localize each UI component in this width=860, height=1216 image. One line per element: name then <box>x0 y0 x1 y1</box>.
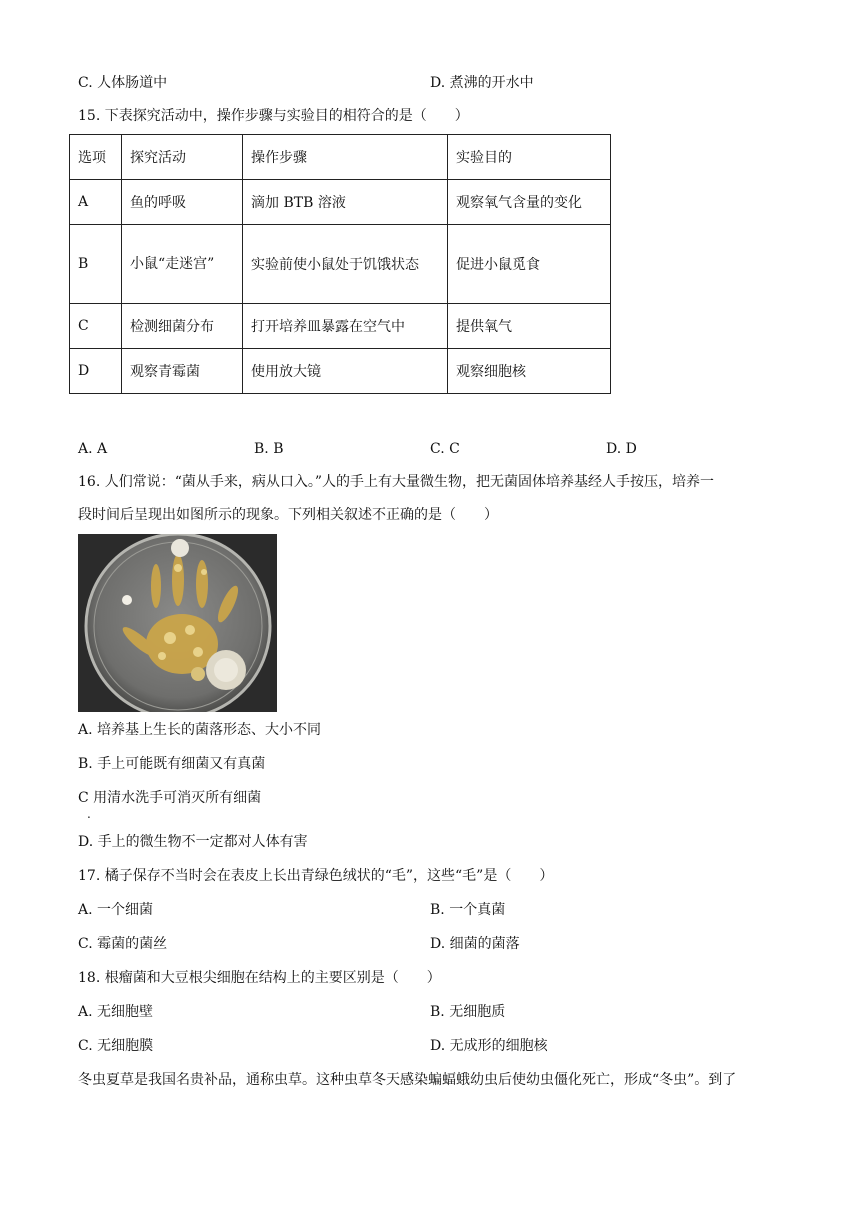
q15-option-b: B. B <box>254 441 284 457</box>
q19-stem-line1: 冬虫夏草是我国名贵补品，通称虫草。这种虫草冬天感染蝙蝠蛾幼虫后使幼虫僵化死亡，形成“冬虫”。到了 <box>78 1072 737 1088</box>
q16-stem-line2: 段时间后呈现出如图所示的现象。下列相关叙述不正确的是（ ） <box>78 507 498 523</box>
petri-dish-handprint-image <box>78 534 277 712</box>
table-cell: 小鼠“走迷宫” <box>122 225 243 304</box>
table-cell: D <box>70 349 122 394</box>
table-header-cell: 实验目的 <box>448 135 611 180</box>
table-cell: C <box>70 304 122 349</box>
table-cell: 检测细菌分布 <box>122 304 243 349</box>
table-cell: A <box>70 180 122 225</box>
table-cell: 观察细胞核 <box>448 349 611 394</box>
q14-option-c: C. 人体肠道中 <box>78 75 168 91</box>
q14-option-d: D. 煮沸的开水中 <box>430 75 534 91</box>
q16-stem-line1: 16. 人们常说：“菌从手来，病从口入。”人的手上有大量微生物，把无菌固体培养基经人手按压，培养一 <box>78 474 715 490</box>
q15-option-d: D. D <box>606 441 637 457</box>
q15-option-c: C. C <box>430 441 460 457</box>
q18-option-b: B. 无细胞质 <box>430 1004 506 1020</box>
table-cell: B <box>70 225 122 304</box>
table-row <box>70 180 611 225</box>
stray-dot: . <box>87 807 91 821</box>
q16-option-d: D. 手上的微生物不一定都对人体有害 <box>78 834 308 850</box>
table-row <box>70 304 611 349</box>
q18-option-a: A. 无细胞壁 <box>78 1004 154 1020</box>
table-header-cell: 选项 <box>70 135 122 180</box>
q18-stem: 18. 根瘤菌和大豆根尖细胞在结构上的主要区别是（ ） <box>78 970 441 986</box>
q16-option-b: B. 手上可能既有细菌又有真菌 <box>78 756 266 772</box>
table-cell: 使用放大镜 <box>243 349 448 394</box>
table-row <box>70 349 611 394</box>
table-row <box>70 135 611 180</box>
table-cell: 促进小鼠觅食 <box>448 225 611 304</box>
table-cell: 观察青霉菌 <box>122 349 243 394</box>
table-row <box>70 225 611 304</box>
table-cell: 实验前使小鼠处于饥饿状态 <box>243 225 448 304</box>
table-cell: 打开培养皿暴露在空气中 <box>243 304 448 349</box>
table-header-cell: 探究活动 <box>122 135 243 180</box>
q15-stem: 15. 下表探究活动中，操作步骤与实验目的相符合的是（ ） <box>78 108 469 124</box>
q16-option-c: C 用清水洗手可消灭所有细菌 <box>78 790 262 806</box>
q17-option-a: A. 一个细菌 <box>78 902 154 918</box>
q17-option-c: C. 霉菌的菌丝 <box>78 936 168 952</box>
q15-option-a: A. A <box>78 441 108 457</box>
table-cell: 提供氧气 <box>448 304 611 349</box>
table-cell: 观察氧气含量的变化 <box>448 180 611 225</box>
q17-option-b: B. 一个真菌 <box>430 902 506 918</box>
q17-option-d: D. 细菌的菌落 <box>430 936 520 952</box>
q18-option-d: D. 无成形的细胞核 <box>430 1038 548 1054</box>
q18-option-c: C. 无细胞膜 <box>78 1038 154 1054</box>
q15-table <box>69 134 611 394</box>
table-cell: 滴加 BTB 溶液 <box>243 180 448 225</box>
q17-stem: 17. 橘子保存不当时会在表皮上长出青绿色绒状的“毛”，这些“毛”是（ ） <box>78 868 554 884</box>
table-cell: 鱼的呼吸 <box>122 180 243 225</box>
petri-dish-illustration <box>78 534 277 712</box>
q16-option-a: A. 培养基上生长的菌落形态、大小不同 <box>78 722 322 738</box>
table-header-cell: 操作步骤 <box>243 135 448 180</box>
